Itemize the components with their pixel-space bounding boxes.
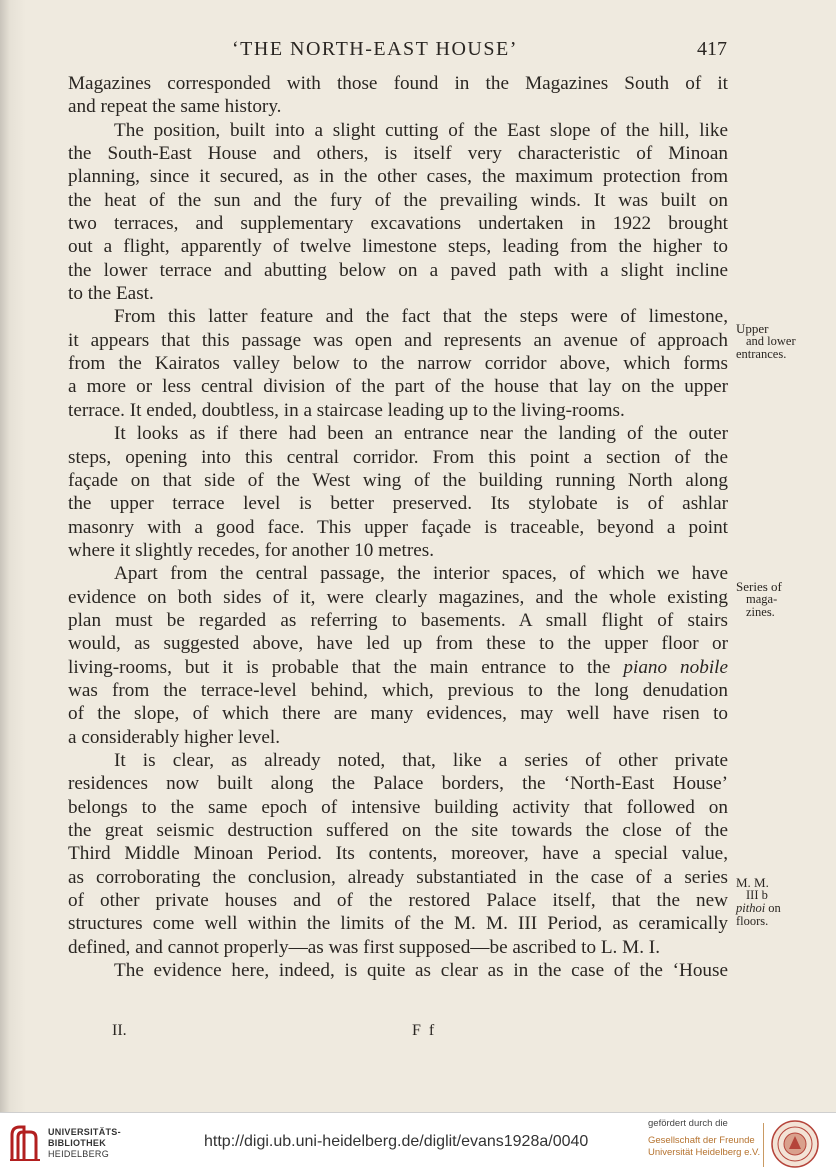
text-line: residences now built along the Palace borders, the ‘North-East House’: [68, 773, 728, 795]
text-line: It is clear, as already noted, that, like a series of other private: [114, 749, 728, 771]
text-line: From this latter feature and the fact that the steps were of limestone,: [114, 306, 728, 328]
text-line: the great seismic destruction suffered on the site towards the close of the: [68, 820, 728, 841]
text-line: [68, 656, 728, 679]
signature-line: [0, 1022, 836, 1044]
text-line: to the East.: [68, 283, 154, 305]
text-line: would, as suggested above, have led up from these to the upper floor or: [68, 633, 728, 655]
text-line: out a flight, apparently of twelve limestone steps, leading from the higher to: [68, 236, 728, 258]
sidenote-italic: pithoi: [736, 901, 766, 915]
sidenote-line: Series of: [736, 579, 782, 594]
text-line: a more or less central division of the part of the house that lay on the upper: [68, 376, 728, 398]
text-line: masonry with a good face. This upper façade is traceable, beyond a point: [68, 516, 728, 538]
funded-by-text: gefördert durch die: [648, 1118, 728, 1129]
text-line: the South-East House and others, is itself very characteristic of Minoan: [68, 143, 728, 165]
text-line: from the Kairatos valley below to the narrow corridor above, which forms: [68, 353, 728, 375]
permalink-link[interactable]: http://digi.ub.uni-heidelberg.de/diglit/evans1928a/0040: [204, 1133, 589, 1150]
text-line: belongs to the same epoch of intensive building activity that followed on: [68, 796, 728, 818]
text-line: Third Middle Minoan Period. Its contents, moreover, have a special value,: [68, 843, 728, 865]
volume-mark: II.: [112, 1022, 127, 1039]
text-line: of other private houses and of the restored Palace itself, that the new: [68, 890, 728, 912]
text-line: evidence on both sides of it, were clearly magazines, and the whole existing: [68, 586, 728, 608]
sidenote-line: maga-: [746, 592, 778, 606]
society-name: [648, 1135, 760, 1159]
text-line: and repeat the same history.: [68, 96, 282, 118]
sidenote-line: zines.: [746, 605, 775, 619]
text-line: façade on that side of the West wing of the building running North along: [68, 469, 728, 491]
society-name-line: Gesellschaft der Freunde: [648, 1135, 755, 1146]
italic-phrase: piano nobile: [623, 656, 729, 678]
text-line: terrace. It ended, doubtless, in a staircase leading up to the living-rooms.: [68, 399, 625, 421]
page-number: 417: [697, 38, 727, 60]
running-title: ‘THE NORTH-EAST HOUSE’: [232, 38, 518, 60]
text-line: the heat of the sun and the fury of the prevailing winds. It was built on: [68, 189, 728, 211]
text-line: defined, and cannot properly—as was first supposed—be ascribed to L. M. I.: [68, 936, 660, 958]
sidenote-line: entrances.: [736, 347, 787, 361]
text-line: planning, since it secured, as in the other cases, the maximum protection from: [68, 166, 728, 188]
library-logo-icon: [8, 1123, 42, 1163]
text-run: living-rooms, but it is probable that the main entrance to the: [68, 656, 624, 678]
text-line: where it slightly recedes, for another 10 metres.: [68, 539, 435, 561]
sidenote-entrances: [736, 322, 832, 361]
sidenote-line: III b: [746, 888, 768, 902]
library-name: [48, 1127, 121, 1160]
page-header: [0, 38, 836, 64]
text-line: of the slope, of which there are many evidences, may well have risen to: [68, 703, 728, 725]
sidenote-line: and lower: [746, 334, 796, 348]
text-line: structures come well within the limits of the M. M. III Period, as ceramically: [68, 913, 728, 935]
sidenote-suffix: on: [765, 901, 781, 915]
text-line: as corroborating the conclusion, already substantiated in the case of a series: [68, 866, 728, 888]
footer-divider: [763, 1123, 764, 1167]
text-line: the upper terrace level is better preserved. Its stylobate is of ashlar: [68, 493, 728, 515]
text-line: it appears that this passage was open and represents an avenue of approach: [68, 329, 728, 351]
library-name-line: UNIVERSITÄTS-: [48, 1127, 121, 1137]
sidenote-line: M. M.: [736, 875, 769, 890]
university-seal-icon: [770, 1119, 820, 1169]
body-text: [68, 72, 728, 982]
text-line: The position, built into a slight cutting of the East slope of the hill, like: [114, 119, 728, 141]
text-line: Apart from the central passage, the interior spaces, of which we have: [114, 563, 728, 585]
digitization-footer: [0, 1112, 836, 1174]
signature-mark: F f: [412, 1022, 437, 1039]
sidenote-line: Upper: [736, 321, 769, 336]
sidenote-pithoi: [736, 876, 832, 928]
library-name-line: HEIDELBERG: [48, 1149, 110, 1159]
text-line: Magazines corresponded with those found in the Magazines South of it: [68, 73, 728, 94]
text-line: The evidence here, indeed, is quite as clear as in the case of the ‘House: [114, 960, 728, 982]
text-line: two terraces, and supplementary excavations undertaken in 1922 brought: [68, 213, 728, 235]
society-name-line: Universität Heidelberg e.V.: [648, 1147, 761, 1158]
text-line: plan must be regarded as referring to basements. A small flight of stairs: [68, 609, 728, 631]
text-line: was from the terrace-level behind, which, previous to the long denudation: [68, 679, 728, 701]
text-line: steps, opening into this central corridor. From this point a section of the: [68, 446, 728, 468]
sidenote-line: floors.: [736, 914, 769, 928]
text-line: the lower terrace and abutting below on a paved path with a slight incline: [68, 259, 728, 281]
library-name-line: BIBLIOTHEK: [48, 1138, 106, 1148]
text-line: a considerably higher level.: [68, 726, 281, 748]
sidenote-magazines: [736, 580, 832, 619]
text-line: It looks as if there had been an entrance near the landing of the outer: [114, 423, 728, 445]
